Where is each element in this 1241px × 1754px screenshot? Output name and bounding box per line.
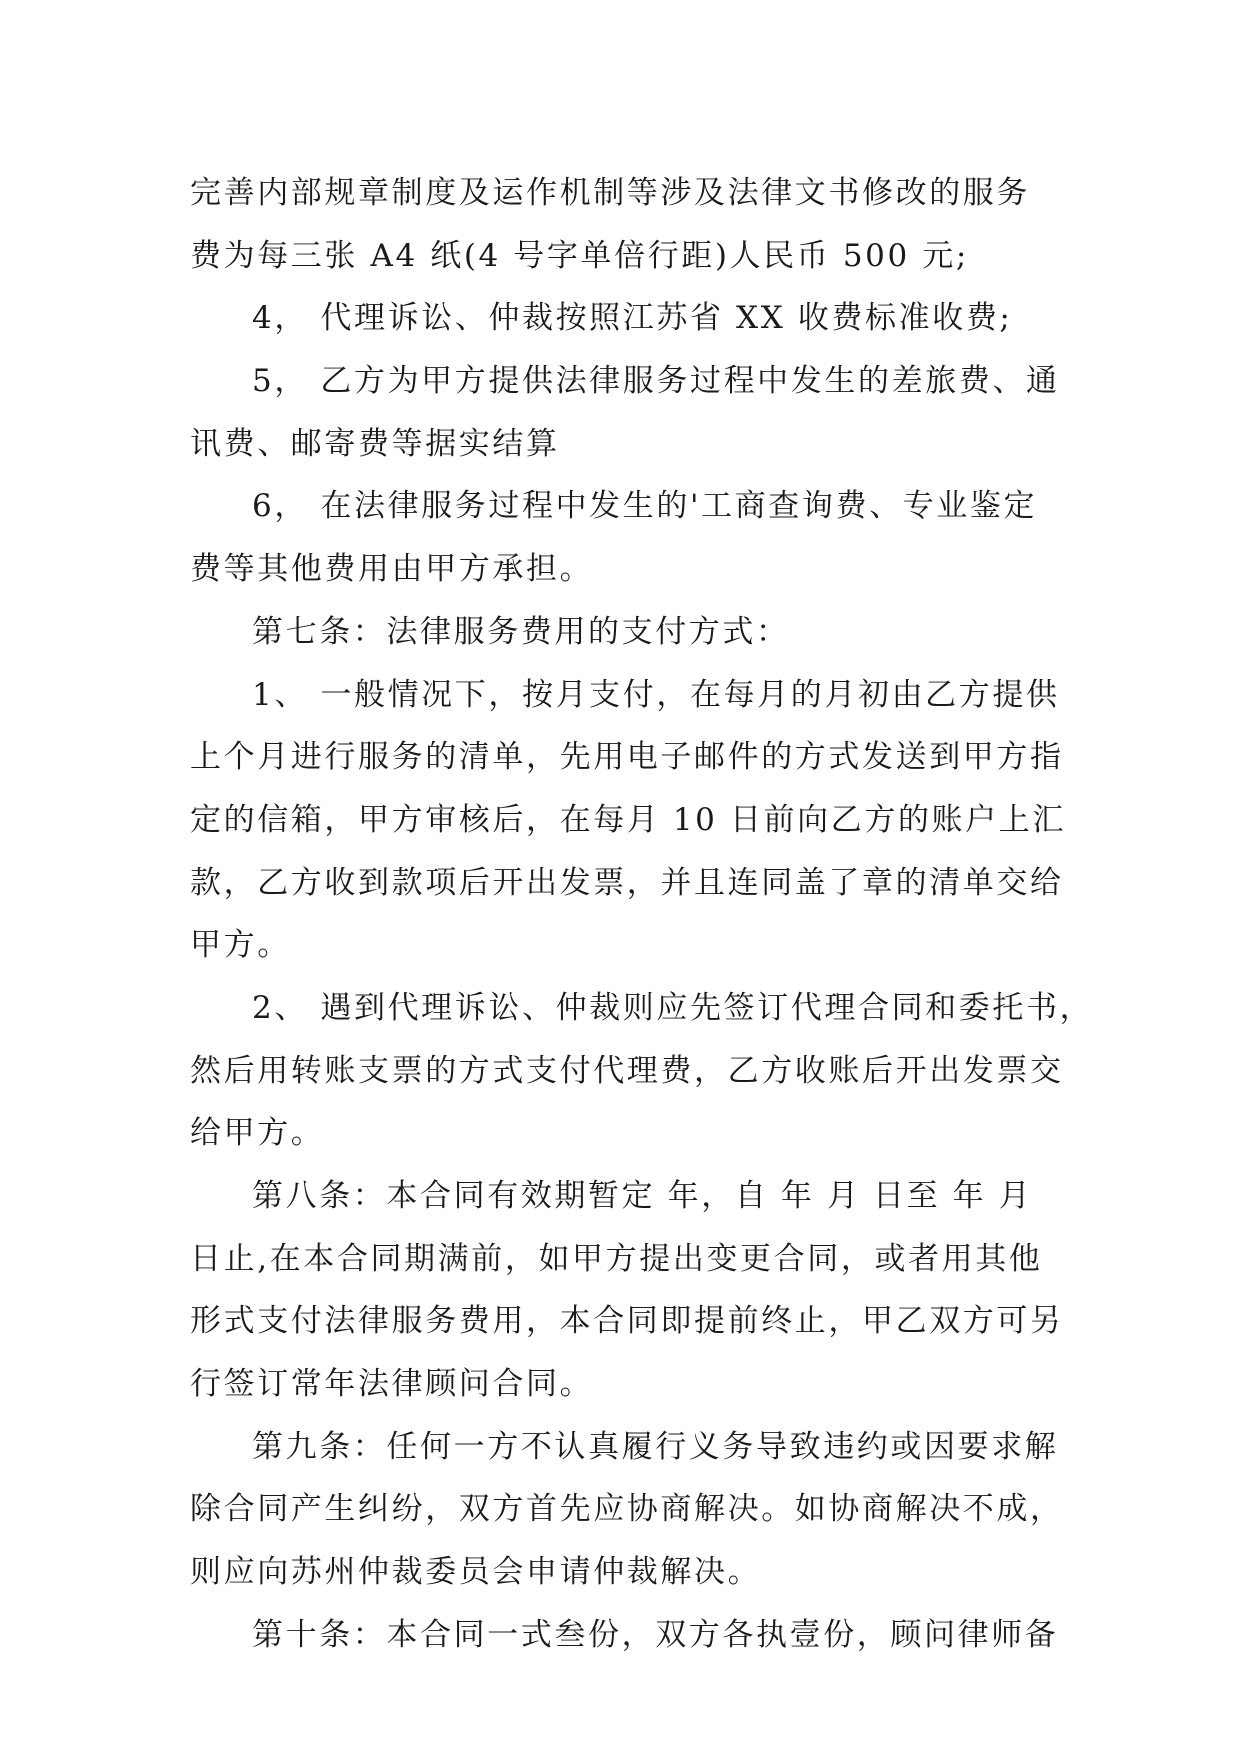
text-line: 讯费、邮寄费等据实结算 — [190, 425, 560, 462]
text-line: 2、 遇到代理诉讼、仲裁则应先签订代理合同和委托书， — [252, 989, 1094, 1026]
text-line: 费为每三张 A4 纸(4 号字单倍行距)人民币 500 元; — [190, 237, 969, 274]
text-line: 行签订常年法律顾问合同。 — [190, 1366, 594, 1403]
section-heading-article-10: 第十条：本合同一式叁份，双方各执壹份，顾问律师备 — [252, 1616, 1059, 1653]
text-line: 费等其他费用由甲方承担。 — [190, 551, 594, 588]
section-heading-article-9: 第九条：任何一方不认真履行义务导致违约或因要求解 — [252, 1428, 1059, 1465]
text-line: 4， 代理诉讼、仲裁按照江苏省 XX 收费标准收费; — [252, 300, 1013, 337]
text-line: 款，乙方收到款项后开出发票，并且连同盖了章的清单交给 — [190, 864, 1064, 901]
text-line: 然后用转账支票的方式支付代理费，乙方收账后开出发票交 — [190, 1052, 1064, 1089]
text-line: 6， 在法律服务过程中发生的'工商查询费、专业鉴定 — [252, 488, 1038, 525]
text-line: 除合同产生纠纷，双方首先应协商解决。如协商解决不成， — [190, 1491, 1064, 1528]
section-heading-article-8: 第八条：本合同有效期暂定 年，自 年 月 日至 年 月 — [252, 1178, 1033, 1214]
text-line: 则应向苏州仲裁委员会申请仲裁解决。 — [190, 1554, 762, 1591]
text-line: 上个月进行服务的清单，先用电子邮件的方式发送到甲方指 — [190, 739, 1064, 776]
section-heading-article-7: 第七条：法律服务费用的支付方式： — [252, 613, 790, 650]
text-line: 1、 一般情况下，按月支付，在每月的月初由乙方提供 — [252, 676, 1060, 713]
text-line: 定的信箱，甲方审核后，在每月 10 日前向乙方的账户上汇 — [190, 801, 1066, 838]
text-line: 完善内部规章制度及运作机制等涉及法律文书修改的服务 — [190, 175, 1030, 211]
text-line: 日止,在本合同期满前，如甲方提出变更合同，或者用其他 — [190, 1240, 1043, 1277]
text-line: 形式支付法律服务费用，本合同即提前终止，甲乙双方可另 — [190, 1303, 1064, 1340]
text-line: 5， 乙方为甲方提供法律服务过程中发生的差旅费、通 — [252, 363, 1060, 400]
document-body — [190, 162, 1094, 1667]
text-line: 给甲方。 — [190, 1115, 325, 1152]
text-line: 甲方。 — [190, 927, 291, 964]
